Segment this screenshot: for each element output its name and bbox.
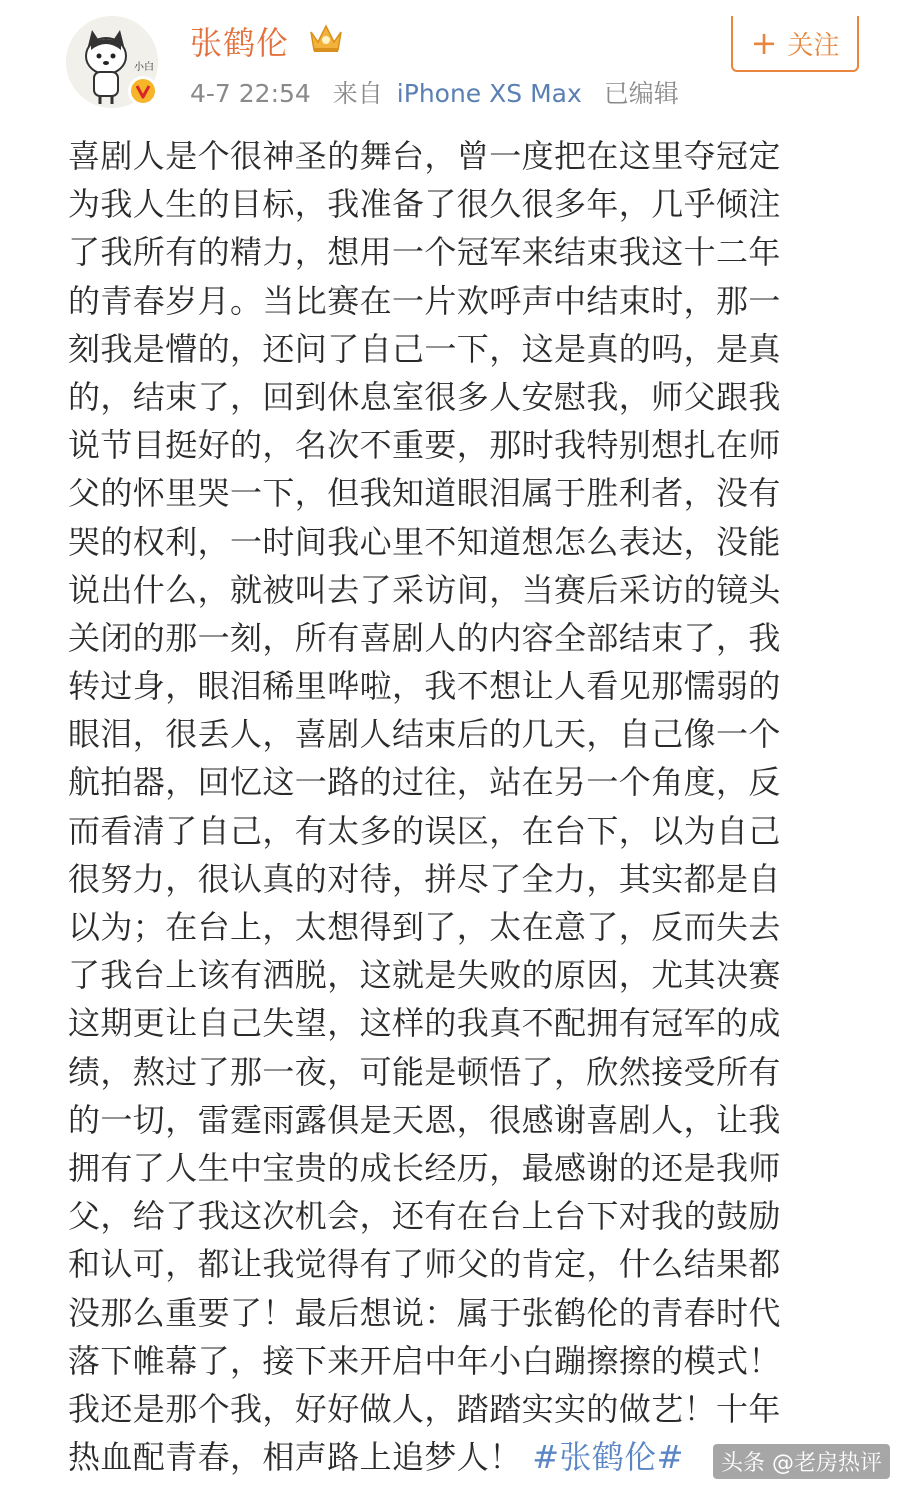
- post-line: 哭的权利，一时间我心里不知道想怎么表达，没能: [68, 522, 781, 561]
- plus-icon: +: [750, 24, 778, 62]
- post-body: [68, 132, 858, 1481]
- post-line: 说节目挺好的，名次不重要，那时我特别想扎在师: [68, 426, 781, 465]
- post-line: 了我所有的精力，想用一个冠军来结束我这十二年: [68, 233, 781, 272]
- post-line: 的青春岁月。当比赛在一片欢呼声中结束时，那一: [68, 281, 781, 320]
- post-line: 以为；在台上，太想得到了，太在意了，反而失去: [68, 908, 781, 946]
- post-line: 的一切，雷霆雨露俱是天恩，很感谢喜剧人，让我: [68, 1100, 781, 1139]
- hashtag-link[interactable]: #张鹤伦#: [532, 1438, 684, 1477]
- verified-badge-icon: [128, 76, 158, 106]
- source-prefix: 来自: [332, 79, 383, 108]
- post-line: 和认可，都让我觉得有了师父的肯定，什么结果都: [68, 1245, 781, 1284]
- post-line: 的，结束了，回到休息室很多人安慰我，师父跟我: [68, 377, 781, 416]
- username[interactable]: 张鹤伦: [190, 24, 290, 62]
- post-line: 转过身，眼泪稀里哗啦，我不想让人看见那懦弱的: [68, 667, 781, 706]
- post-last-text: 热血配青春，相声路上追梦人！: [68, 1438, 522, 1477]
- post-line: 我还是那个我，好好做人，踏踏实实的做艺！十年: [68, 1389, 781, 1428]
- watermark: 头条 @老房热评: [713, 1444, 890, 1479]
- post-line: 落下帷幕了，接下来开启中年小白蹦擦擦的模式！: [68, 1341, 781, 1380]
- post-line: 很努力，很认真的对待，拼尽了全力，其实都是自: [68, 859, 781, 898]
- post-line: 喜剧人是个很神圣的舞台，曾一度把在这里夺冠定: [68, 137, 781, 175]
- post-line: 父的怀里哭一下，但我知道眼泪属于胜利者，没有: [68, 474, 781, 513]
- follow-label: 关注: [787, 30, 840, 61]
- post-line: 了我台上该有洒脱，这就是失败的原因，尤其决赛: [68, 956, 781, 995]
- svg-text:小白: 小白: [134, 62, 154, 73]
- post-line: 为我人生的目标，我准备了很久很多年，几乎倾注: [68, 185, 781, 224]
- edited-label: 已编辑: [603, 79, 679, 108]
- post-timestamp: 4-7 22:54: [190, 79, 311, 108]
- post-line: 绩，熬过了那一夜，可能是顿悟了，欣然接受所有: [68, 1052, 781, 1091]
- post-line: 没那么重要了！最后想说：属于张鹤伦的青春时代: [68, 1293, 781, 1332]
- post-line: 说出什么，就被叫去了采访间，当赛后采访的镜头: [68, 570, 781, 609]
- crown-badge-icon: [308, 20, 344, 58]
- post-meta: [190, 74, 693, 110]
- post-line: 刻我是懵的，还问了自己一下，这是真的吗，是真: [68, 329, 781, 368]
- post-line: 父，给了我这次机会，还有在台上台下对我的鼓励: [68, 1197, 781, 1236]
- post-header: [0, 0, 906, 120]
- post-line: 关闭的那一刻，所有喜剧人的内容全部结束了，我: [68, 618, 781, 657]
- post-line: 航拍器，回忆这一路的过往，站在另一个角度，反: [68, 763, 781, 802]
- device-source[interactable]: iPhone XS Max: [396, 79, 582, 108]
- post-line: 拥有了人生中宝贵的成长经历，最感谢的还是我师: [68, 1148, 781, 1187]
- post-line: 眼泪，很丢人，喜剧人结束后的几天，自己像一个: [68, 715, 781, 754]
- post-line: 而看清了自己，有太多的误区，在台下，以为自己: [68, 811, 781, 850]
- post-line: 这期更让自己失望，这样的我真不配拥有冠军的成: [68, 1004, 781, 1043]
- follow-button[interactable]: [731, 16, 859, 72]
